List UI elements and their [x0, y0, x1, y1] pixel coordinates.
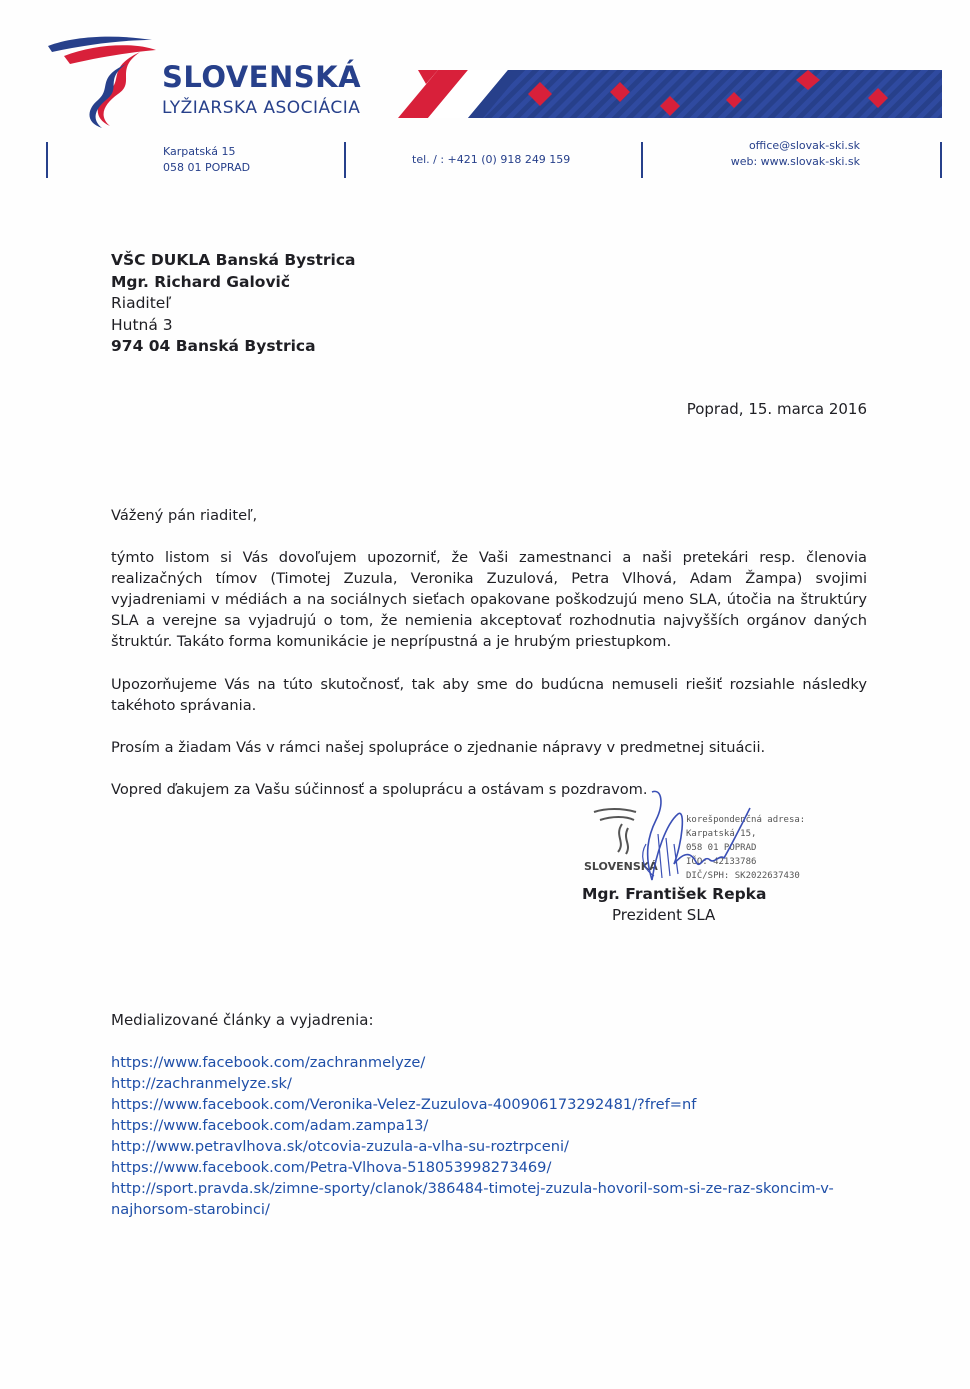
- stamp-ico: IČO: 42133786: [686, 857, 757, 867]
- header-divider: [641, 142, 643, 178]
- brand-subtitle: LYŽIARSKA ASOCIÁCIA: [162, 98, 361, 118]
- media-link[interactable]: http://www.petravlhova.sk/otcovia-zuzula-a-vlha-su-roztrpceni/: [111, 1138, 569, 1155]
- official-stamp: [582, 784, 812, 894]
- recipient-role: Riaditeľ: [111, 294, 172, 312]
- address-city: 058 01 POPRAD: [163, 161, 251, 174]
- header-divider: [46, 142, 48, 178]
- media-link-list: [111, 1052, 871, 1220]
- stamp-brand: SLOVENSKÁ: [584, 860, 658, 873]
- web-link[interactable]: web: www.slovak-ski.sk: [730, 155, 860, 168]
- header-divider: [344, 142, 346, 178]
- recipient-street: Hutná 3: [111, 315, 173, 334]
- header-divider: [940, 142, 942, 178]
- body-paragraph: Upozorňujeme Vás na túto skutočnosť, tak aby sme do budúcna nemuseli riešiť rozsiahle následky takéhoto správania.: [111, 676, 867, 714]
- media-section-title: Medializované články a vyjadrenia:: [111, 1011, 374, 1029]
- recipient-address: [111, 250, 356, 358]
- signer-name: Mgr. František Repka: [582, 885, 767, 903]
- media-link[interactable]: http://zachranmelyze.sk/: [111, 1075, 292, 1092]
- recipient-name: Mgr. Richard Galovič: [111, 272, 291, 291]
- sla-logo-icon: [44, 30, 162, 130]
- recipient-org: VŠC DUKLA Banská Bystrica: [111, 251, 356, 269]
- body-paragraph: týmto listom si Vás dovoľujem upozorniť, že Vaši zamestnanci a naši pretekári resp. členovia realizačných tímov (Timotej Zuzula, Veronika Zuzulová, Petra Vlhová, Adam Žampa) svojimi vyjadreniami v médiách a na sociálnych sieťach opakovane poškodzujú meno SLA, útočia na štruktúry SLA a verejne sa vyjadrujú o tom, že nemienia akceptovať rozhodnutia najvyšších orgánov daných štruktúr. Takáto forma komunikácie je neprípustná a je hrubým priestupkom.: [111, 549, 867, 650]
- closing-paragraph: Vopred ďakujem za Vašu súčinnosť a spoluprácu a ostávam s pozdravom.: [111, 781, 648, 798]
- brand-name: SLOVENSKÁ: [162, 60, 362, 94]
- stamp-street: Karpatská 15,: [686, 829, 757, 839]
- letter-date: Poprad, 15. marca 2016: [686, 400, 867, 418]
- recipient-city: 974 04 Banská Bystrica: [111, 337, 316, 355]
- stamp-city: 058 01 POPRAD: [686, 843, 757, 853]
- sla-email-web: [731, 138, 860, 170]
- media-link[interactable]: https://www.facebook.com/zachranmelyze/: [111, 1054, 426, 1071]
- salutation: Vážený pán riaditeľ,: [111, 507, 258, 524]
- media-link[interactable]: https://www.facebook.com/Veronika-Velez-Zuzulova-400906173292481/?fref=nf: [111, 1096, 697, 1113]
- stamp-dic: DIČ/SPH: SK2022637430: [686, 871, 800, 881]
- email-link[interactable]: office@slovak-ski.sk: [748, 139, 860, 152]
- media-link[interactable]: https://www.facebook.com/adam.zampa13/: [111, 1117, 429, 1134]
- signer-title: Prezident SLA: [612, 906, 716, 924]
- header-banner: [398, 70, 942, 118]
- media-link[interactable]: https://www.facebook.com/Petra-Vlhova-518053998273469/: [111, 1159, 552, 1176]
- sla-address: [163, 144, 250, 176]
- media-link[interactable]: http://sport.pravda.sk/zimne-sporty/clanok/386484-timotej-zuzula-hovoril-som-si-ze-raz-skoncim-v-najhorsom-starobinci/: [111, 1180, 834, 1218]
- stamp-heading: korešpondenčná adresa:: [686, 815, 806, 825]
- address-street: Karpatská 15: [163, 145, 236, 158]
- body-paragraph: Prosím a žiadam Vás v rámci našej spolupráce o zjednanie nápravy v predmetnej situácii.: [111, 739, 766, 756]
- sla-phone: tel. / : +421 (0) 918 249 159: [412, 153, 571, 166]
